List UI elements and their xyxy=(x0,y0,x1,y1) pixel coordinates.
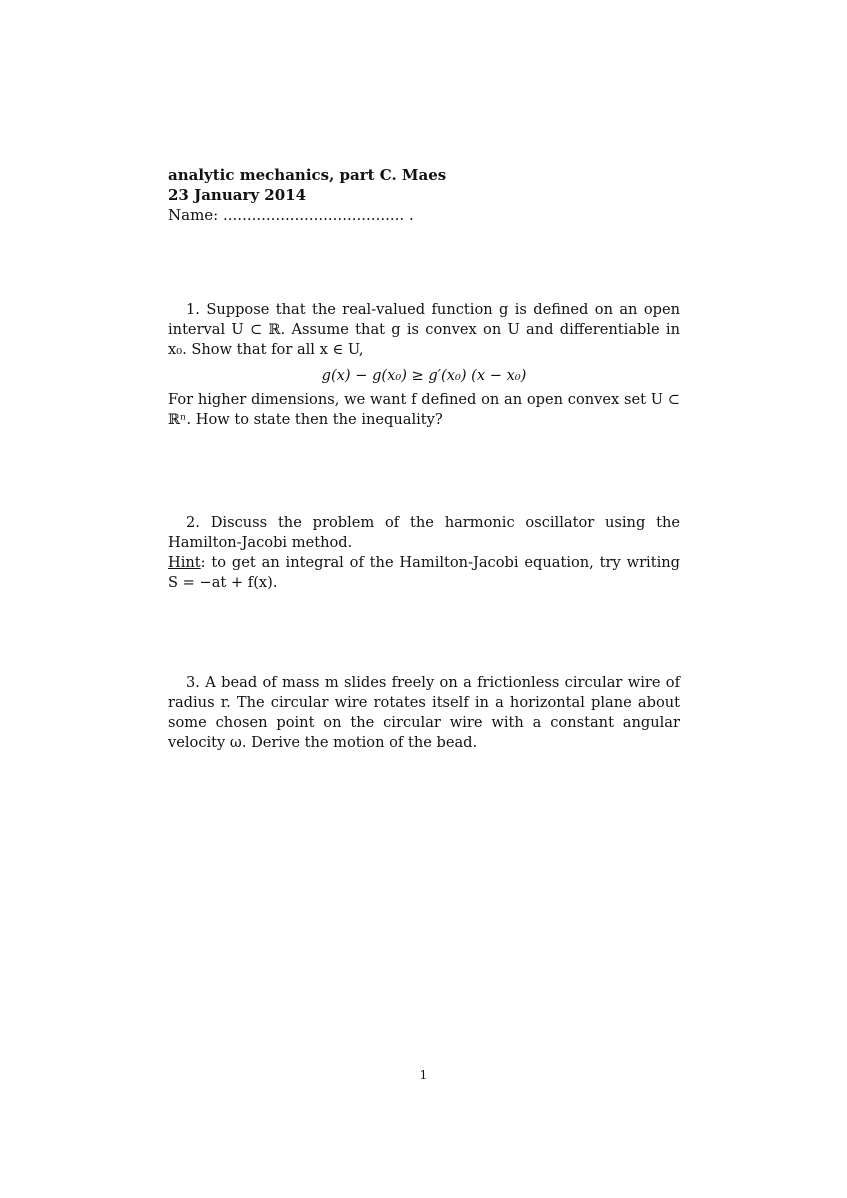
hint-label: Hint xyxy=(168,554,201,571)
name-field-line: Name: ...................................... . xyxy=(168,206,414,224)
exam-header xyxy=(168,165,688,225)
problem-3 xyxy=(168,673,680,753)
problem-2-text: Discuss the problem of the harmonic oscillator using the Hamilton-Jacobi method. xyxy=(168,514,680,551)
exam-date: 23 January 2014 xyxy=(168,186,307,204)
problem-1-followup: For higher dimensions, we want f defined on an open convex set U ⊂ ℝⁿ. How to state then the inequality? xyxy=(168,391,680,428)
problem-2-number: 2. xyxy=(186,514,200,531)
problem-1-statement xyxy=(168,300,680,360)
problem-1-number: 1. xyxy=(186,301,200,318)
problem-2-hint xyxy=(168,553,680,593)
problem-1-text: Suppose that the real-valued function g is defined on an open interval U ⊂ ℝ. Assume that g is convex on U and differentiable in x₀. Show that for all x ∈ U, xyxy=(168,301,681,358)
problem-3-statement xyxy=(168,673,680,753)
hint-text: : to get an integral of the Hamilton-Jacobi equation, try writing S = −at + f(x). xyxy=(168,554,680,591)
problem-3-text: A bead of mass m slides freely on a frictionless circular wire of radius r. The circular wire rotates itself in a horizontal plane about some chosen point on the circular wire with a constant angular velocity ω. Derive the motion of the bead. xyxy=(168,674,680,751)
problem-2-statement xyxy=(168,513,680,553)
page-number: 1 xyxy=(419,1068,428,1082)
problem-1 xyxy=(168,300,680,430)
course-title: analytic mechanics, part C. Maes xyxy=(168,166,447,184)
problem-2 xyxy=(168,513,680,593)
problem-1-formula: g(x) − g(x₀) ≥ g′(x₀) (x − x₀) xyxy=(321,367,527,384)
problem-3-number: 3. xyxy=(186,674,200,691)
